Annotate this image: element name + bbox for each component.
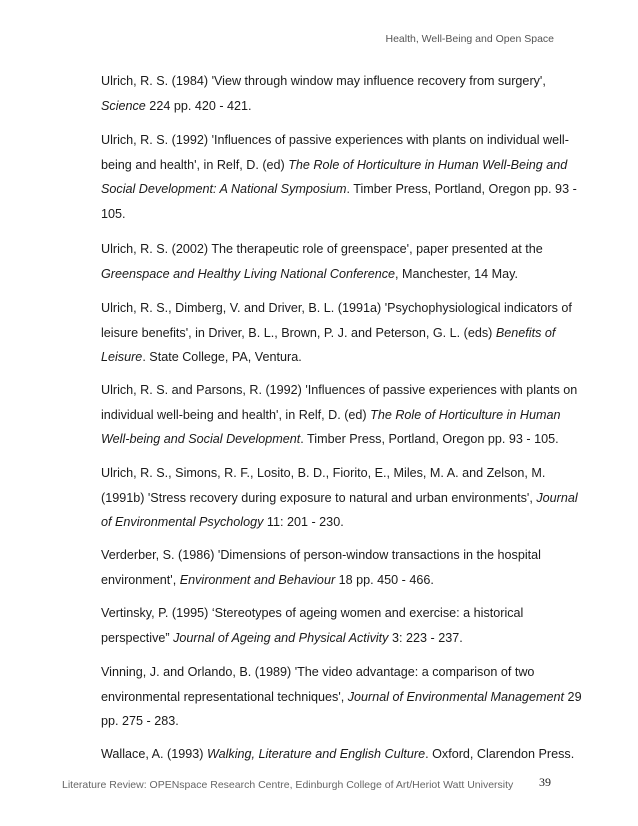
reference-text: Ulrich, R. S. (1992) 'Influences of passive experiences with plants on individual well- xyxy=(101,133,569,147)
reference-text: Ulrich, R. S. (1984) 'View through window may influence recovery from surgery', xyxy=(101,74,546,88)
reference-italic-text: Environment and Behaviour xyxy=(179,572,336,587)
reference-line xyxy=(101,660,561,685)
reference-italic-text: Social Development: A National Symposium xyxy=(101,182,347,196)
reference-line xyxy=(101,709,561,734)
reference-text: Ulrich, R. S., Simons, R. F., Losito, B. D., Fiorito, E., Miles, M. A. and Zelson, M. xyxy=(101,466,546,480)
reference-text: Wallace, A. (1993) xyxy=(101,747,207,761)
reference-line xyxy=(101,153,568,178)
reference-line xyxy=(101,237,561,262)
reference-entry xyxy=(101,601,561,650)
reference-text: (1991b) 'Stress recovery during exposure to natural and urban environments', xyxy=(101,490,537,505)
reference-text: 11: 201 - 230. xyxy=(263,515,344,529)
page-number: 39 xyxy=(539,775,551,789)
reference-text: , Manchester, 14 May. xyxy=(395,266,519,281)
reference-italic-text: Science xyxy=(101,98,146,113)
reference-text: 105. xyxy=(101,206,126,221)
reference-line xyxy=(101,69,561,94)
reference-text: Ulrich, R. S., Dimberg, V. and Driver, B. L. (1991a) 'Psychophysiological indicators of xyxy=(101,301,572,315)
reference-line xyxy=(101,321,561,346)
reference-line xyxy=(101,626,561,651)
reference-line xyxy=(101,543,561,568)
reference-italic-text: Journal xyxy=(536,490,578,505)
reference-entry xyxy=(101,128,577,226)
reference-text: Ulrich, R. S. (2002) The therapeutic role of greenspace', paper presented at the xyxy=(101,242,543,256)
reference-line xyxy=(101,345,561,370)
reference-entry xyxy=(101,69,561,118)
reference-line xyxy=(101,601,561,626)
reference-line xyxy=(101,202,561,227)
reference-italic-text: Walking, Literature and English Culture xyxy=(206,747,426,761)
footer-text: Literature Review: OPENspace Research Centre, Edinburgh College of Art/Heriot Watt University xyxy=(62,779,514,791)
reference-text: 224 pp. 420 - 421. xyxy=(145,98,252,113)
reference-line xyxy=(101,128,569,153)
reference-line xyxy=(101,427,561,452)
reference-line xyxy=(101,262,561,287)
reference-italic-text: Leisure xyxy=(101,350,143,364)
reference-text: environment', xyxy=(101,572,180,587)
reference-text: leisure benefits', in Driver, B. L., Brown, P. J. and Peterson, G. L. (eds) xyxy=(101,325,496,340)
reference-italic-text: Greenspace and Healthy Living National Conference xyxy=(101,266,396,281)
reference-text: Ulrich, R. S. and Parsons, R. (1992) 'Influences of passive experiences with plants on xyxy=(101,383,578,397)
reference-italic-text: The Role of Horticulture in Human xyxy=(370,407,561,422)
reference-italic-text: Journal of Ageing and Physical Activity xyxy=(173,630,389,645)
reference-text: Vertinsky, P. (1995) ‘Stereotypes of ageing women and exercise: a historical xyxy=(101,606,524,620)
reference-text: 3: 223 - 237. xyxy=(388,630,463,645)
reference-entry xyxy=(101,660,582,734)
reference-line xyxy=(101,94,561,119)
reference-text: environmental representational techniques', xyxy=(101,689,348,704)
reference-line xyxy=(101,742,575,767)
reference-entry xyxy=(101,543,561,592)
reference-text: being and health', in Relf, D. (ed) xyxy=(101,157,289,172)
reference-line xyxy=(101,177,577,202)
reference-text: perspective” xyxy=(101,630,174,645)
reference-text: . Timber Press, Portland, Oregon pp. 93 - 105. xyxy=(300,432,559,446)
reference-text: 18 pp. 450 - 466. xyxy=(335,572,434,587)
reference-entry xyxy=(101,742,575,767)
reference-entry xyxy=(101,296,572,370)
reference-text: Vinning, J. and Orlando, B. (1989) 'The video advantage: a comparison of two xyxy=(101,665,535,679)
reference-entry xyxy=(101,461,578,535)
reference-italic-text: The Role of Horticulture in Human Well-Being and xyxy=(288,157,568,172)
reference-text: Verderber, S. (1986) 'Dimensions of person-window transactions in the hospital xyxy=(101,548,541,562)
reference-text: . Oxford, Clarendon Press. xyxy=(425,747,575,761)
reference-entry xyxy=(101,237,561,286)
reference-line xyxy=(101,510,561,535)
reference-line xyxy=(101,685,582,710)
reference-italic-text: Benefits of xyxy=(495,325,556,340)
reference-text: . Timber Press, Portland, Oregon pp. 93 - xyxy=(346,182,577,196)
reference-line xyxy=(101,403,561,428)
reference-line xyxy=(101,296,572,321)
reference-line xyxy=(101,568,561,593)
reference-text: pp. 275 - 283. xyxy=(101,714,179,728)
reference-line xyxy=(101,486,578,511)
reference-italic-text: Well-being and Social Development xyxy=(101,432,301,446)
reference-text: . State College, PA, Ventura. xyxy=(142,350,302,364)
reference-italic-text: of Environmental Psychology xyxy=(101,515,264,529)
reference-entry xyxy=(101,378,578,452)
reference-text: 29 xyxy=(564,689,582,704)
reference-italic-text: Journal of Environmental Management xyxy=(347,689,565,704)
running-header: Health, Well-Being and Open Space xyxy=(385,33,554,45)
reference-text: individual well-being and health', in Relf, D. (ed) xyxy=(101,407,371,422)
reference-line xyxy=(101,378,578,403)
reference-line xyxy=(101,461,561,486)
